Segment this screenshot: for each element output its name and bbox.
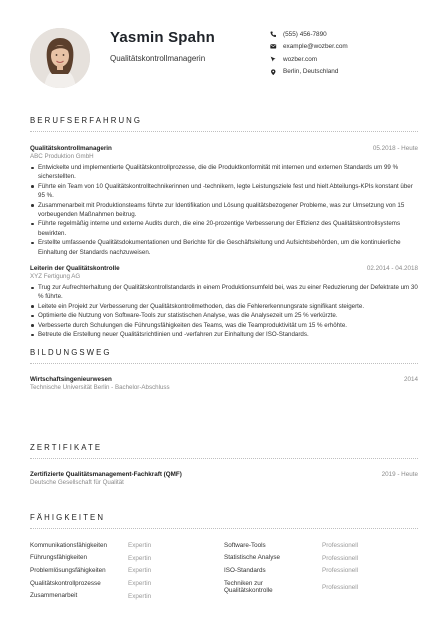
bullet-item: Führte ein Team von 10 Qualitätskontrolltechnikerinnen und -technikern, legte Leistungsziele fest und hielt Abteilungs-KPIs konstant über 95 %. [30,182,418,201]
skill-level: Expertin [128,592,152,600]
email-icon [270,43,280,50]
contact-website[interactable] [270,53,348,65]
skill-level: Expertin [128,567,152,575]
skill-name: Techniken zur Qualitätskontrolle [224,579,273,595]
skills-grid [30,539,418,602]
section-title: FÄHIGKEITEN [30,513,418,529]
job-bullets [30,163,418,257]
skill-level: Expertin [128,554,152,562]
skill-name: Qualitätskontrollprozesse [30,579,101,587]
entry-header [30,145,418,152]
bullet-item: Zusammenarbeit mit Produktionsteams führte zur Identifikation und Lösung qualitätsbezogener Probleme, was zur Umsetzung von 15 vorbeugenden Maßnahmen beitrug. [30,201,418,220]
job-entry [30,145,418,257]
skills-section [30,513,418,602]
link-icon [270,56,280,63]
bullet-item: Verbesserte durch Schulungen die Führungsfähigkeiten des Teams, was die Teamproduktivität um 15 % erhöhte. [30,321,418,330]
bullet-item: Führte regelmäßig interne und externe Audits durch, die eine 20-prozentige Verbesserung der Effizienz des Qualitätskontrollsystems bewirkten. [30,219,418,238]
education-institution: Technische Universität Berlin - Bachelor-Abschluss [30,384,170,391]
skills-column-left [30,539,224,602]
bullet-item: Leitete ein Projekt zur Verbesserung der Qualitätskontrollmethoden, das die Fehlererkennungsrate signifikant steigerte. [30,302,418,311]
skill-item [30,552,224,565]
certificate-entry [30,471,418,486]
section-title: BERUFSERFAHRUNG [30,116,418,132]
profile-photo-illustration [30,28,90,88]
job-company: ABC Produktion GmbH [30,153,94,160]
skill-name: ISO-Standards [224,566,266,574]
section-title: ZERTIFIKATE [30,443,418,459]
entry-header [30,265,418,272]
skill-level: Professionell [322,567,359,575]
job-company: XYZ Fertigung AG [30,273,81,281]
education-section [30,348,418,391]
contact-location-text: Berlin, Deutschland [283,68,339,76]
education-date: 2014 [403,376,418,383]
skill-item [224,564,418,577]
bullet-item: Entwickelte und implementierte Qualitätskontrollprozesse, die die Produktkonformität mit internen und externen Standards um 99 % sicherstellten. [30,163,418,182]
job-entry [30,265,418,339]
contact-location [270,66,348,78]
experience-section [30,116,418,340]
skill-name: Führungsfähigkeiten [30,554,88,562]
contact-phone [270,28,348,40]
skill-level: Expertin [128,541,152,549]
contact-phone-text: (555) 456-7890 [283,30,327,38]
certificate-title: Zertifizierte Qualitätsmanagement-Fachkraft (QMF) [30,471,182,478]
entry-header [30,376,418,383]
skill-item [30,590,224,603]
skill-name: Zusammenarbeit [30,592,78,600]
job-title: Leiterin der Qualitätskontrolle [30,265,120,273]
contact-email[interactable] [270,41,348,53]
candidate-role: Qualitätskontrollmanagerin [110,54,206,63]
name-block [110,29,215,63]
skill-item [30,577,224,590]
skill-item [224,539,418,552]
profile-photo [30,28,90,88]
skill-name: Problemlösungsfähigkeiten [30,566,106,574]
skill-level: Professionell [322,541,359,549]
job-date: 02.2014 - 04.2018 [366,265,418,273]
bullet-item: Betreute die Erstellung neuer Qualitätsrichtlinien und -verfahren zur Einhaltung der ISO-Standards. [30,330,418,339]
skill-name: Software-Tools [224,541,266,549]
job-date: 05.2018 - Heute [372,145,418,152]
education-entry [30,376,418,391]
skill-name: Kommunikationsfähigkeiten [30,541,108,549]
contact-list [270,28,348,78]
skill-name: Statistische Analyse [224,554,281,562]
skill-item [30,539,224,552]
job-title: Qualitätskontrollmanagerin [30,145,112,152]
contact-website-text[interactable]: wozber.com [283,55,318,63]
skill-level: Professionell [322,583,359,591]
skill-item [224,552,418,565]
skill-item [30,564,224,577]
certificate-issuer: Deutsche Gesellschaft für Qualität [30,479,124,486]
job-bullets [30,283,418,339]
bullet-item: Optimierte die Nutzung von Software-Tools zur statistischen Analyse, was die Analysezeit um 25 % verkürzte. [30,311,418,320]
location-pin-icon [270,69,280,76]
resume-header [30,28,418,90]
certificate-date: 2019 - Heute [381,471,418,478]
contact-email-text[interactable]: example@wozber.com [283,43,348,51]
certificates-section [30,443,418,486]
bullet-item: Erstellte umfassende Qualitätsdokumentationen und Berichte für die Geschäftsleitung und Aufsichtsbehörden, um die kontinuierliche Einhaltung der Standards nachzuweisen. [30,238,418,257]
phone-icon [270,31,280,38]
entry-header [30,471,418,478]
skills-column-right [224,539,418,602]
bullet-item: Trug zur Aufrechterhaltung der Qualitätskontrollstandards in einem Produktionsumfeld bei, was zu einer Reduzierung der Defektrate um 30 % führte. [30,283,418,302]
skill-level: Professionell [322,554,359,562]
section-title: BILDUNGSWEG [30,348,418,364]
candidate-name: Yasmin Spahn [110,29,215,46]
degree-title: Wirtschaftsingenieurwesen [30,376,112,383]
skill-level: Expertin [128,579,152,587]
skill-item [224,577,418,597]
